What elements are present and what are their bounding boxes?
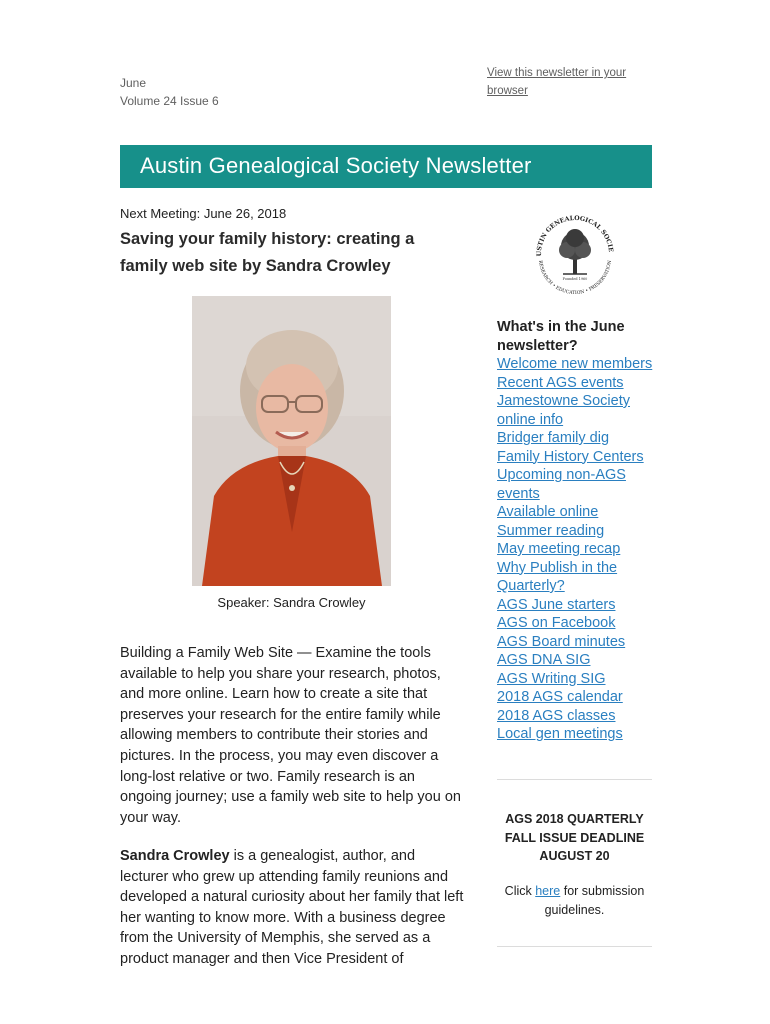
toc-link-welcome-new-members[interactable]: Welcome new members — [497, 356, 653, 372]
toc-item — [497, 614, 657, 633]
svg-text:Founded 1960: Founded 1960 — [562, 277, 588, 281]
article-headline: Saving your family history: creating a family web site by Sandra Crowley — [120, 230, 415, 275]
svg-text:AUSTIN GENEALOGICAL SOCIETY: USTIN GENEALOGICAL SOCIE — [535, 214, 614, 257]
toc-item — [497, 466, 657, 503]
photo-caption: Speaker: Sandra Crowley — [217, 595, 366, 610]
sidebar-divider — [497, 779, 652, 780]
toc-item — [497, 355, 657, 374]
sidebar-divider-bottom — [497, 946, 652, 947]
toc-link-family-history-centers[interactable]: Family History Centers — [497, 448, 644, 465]
toc-link-2018-ags-calendar[interactable]: 2018 AGS calendar — [497, 689, 623, 705]
toc-link-bridger-family-dig[interactable]: Bridger family dig — [497, 430, 610, 446]
toc-item — [497, 596, 657, 615]
speaker-bio: is a genealogist, author, and lecturer who grew up attending family reunions and developed a natural curiosity about her family that left her wanting to know more. With a business degree from the University of Memphis, she served as a product manager and then Vice President of — [120, 848, 464, 967]
toc-link-ags-dna-sig[interactable]: AGS DNA SIG — [497, 652, 591, 668]
toc-link-ags-writing-sig[interactable]: AGS Writing SIG — [497, 670, 606, 687]
toc-item — [497, 448, 657, 467]
toc-item — [497, 429, 657, 448]
toc-item — [497, 540, 657, 559]
toc-title: What's in the June newsletter? — [497, 319, 625, 354]
quarterly-deadline — [497, 810, 652, 866]
view-in-browser-link[interactable]: View this newsletter in your browser — [487, 67, 627, 97]
toc-item — [497, 651, 657, 670]
toc-link-upcoming-non-ags-events[interactable]: Upcoming non-AGS events — [497, 467, 626, 502]
toc-item — [497, 725, 657, 744]
ags-seal-logo — [527, 206, 623, 302]
toc-item — [497, 559, 657, 596]
click-prefix: Click — [504, 884, 536, 898]
toc-item — [497, 392, 657, 429]
toc-item — [497, 503, 657, 522]
toc-link-ags-on-facebook[interactable]: AGS on Facebook — [497, 615, 616, 631]
toc-link-local-gen-meetings[interactable]: Local gen meetings — [497, 726, 623, 742]
toc-link-ags-june-starters[interactable]: AGS June starters — [497, 596, 616, 613]
toc-link-jamestowne-society[interactable]: Jamestowne Society online info — [497, 393, 630, 428]
speaker-photo — [192, 296, 391, 586]
toc-link-summer-reading[interactable]: Summer reading — [497, 522, 605, 539]
toc-link-available-online[interactable]: Available online — [497, 504, 599, 520]
newsletter-title: Austin Genealogical Society Newsletter — [140, 153, 532, 178]
toc-item — [497, 633, 657, 652]
toc-item — [497, 522, 657, 541]
deadline-line-2: FALL ISSUE DEADLINE — [504, 830, 645, 845]
speaker-portrait-image — [192, 296, 391, 586]
toc-item — [497, 688, 657, 707]
svg-text:RESEARCH • EDUCATION • PRESERV: RESEARCH • EDUCATION • PRESERVATION — [537, 260, 613, 297]
speaker-name: Sandra Crowley — [120, 848, 230, 864]
toc-link-may-meeting-recap[interactable]: May meeting recap — [497, 541, 621, 557]
newsletter-banner — [120, 145, 652, 188]
toc-item — [497, 670, 657, 689]
volume-issue: Volume 24 Issue 6 — [120, 94, 219, 108]
toc-link-ags-board-minutes[interactable]: AGS Board minutes — [497, 633, 626, 650]
toc-link-why-publish[interactable]: Why Publish in the Quarterly? — [497, 559, 618, 594]
toc-item — [497, 707, 657, 726]
article-paragraph-2 — [120, 846, 465, 970]
next-meeting-date: Next Meeting: June 26, 2018 — [120, 206, 287, 221]
toc-link-2018-ags-classes[interactable]: 2018 AGS classes — [497, 707, 616, 724]
submission-guidelines-link[interactable]: here — [535, 884, 561, 898]
toc-link-recent-ags-events[interactable]: Recent AGS events — [497, 374, 624, 391]
deadline-line-3: AUGUST 20 — [539, 849, 610, 863]
submission-guidelines-text — [497, 882, 652, 919]
issue-month: June — [120, 76, 147, 90]
deadline-line-1: AGS 2018 QUARTERLY — [505, 812, 644, 826]
toc-item — [497, 374, 657, 393]
toc-list — [497, 355, 657, 744]
click-suffix: for submission guidelines. — [544, 884, 645, 917]
article-paragraph-1: Building a Family Web Site — Examine the tools available to help you share your research, photos, and more online. Learn how to create a site that preserves your research for the entire family while allowing members to contribute their stories and pictures. In the process, you may even discover a long-lost relative or two. Family research is an ongoing journey; use a family web site to help you on your way. — [120, 645, 461, 826]
